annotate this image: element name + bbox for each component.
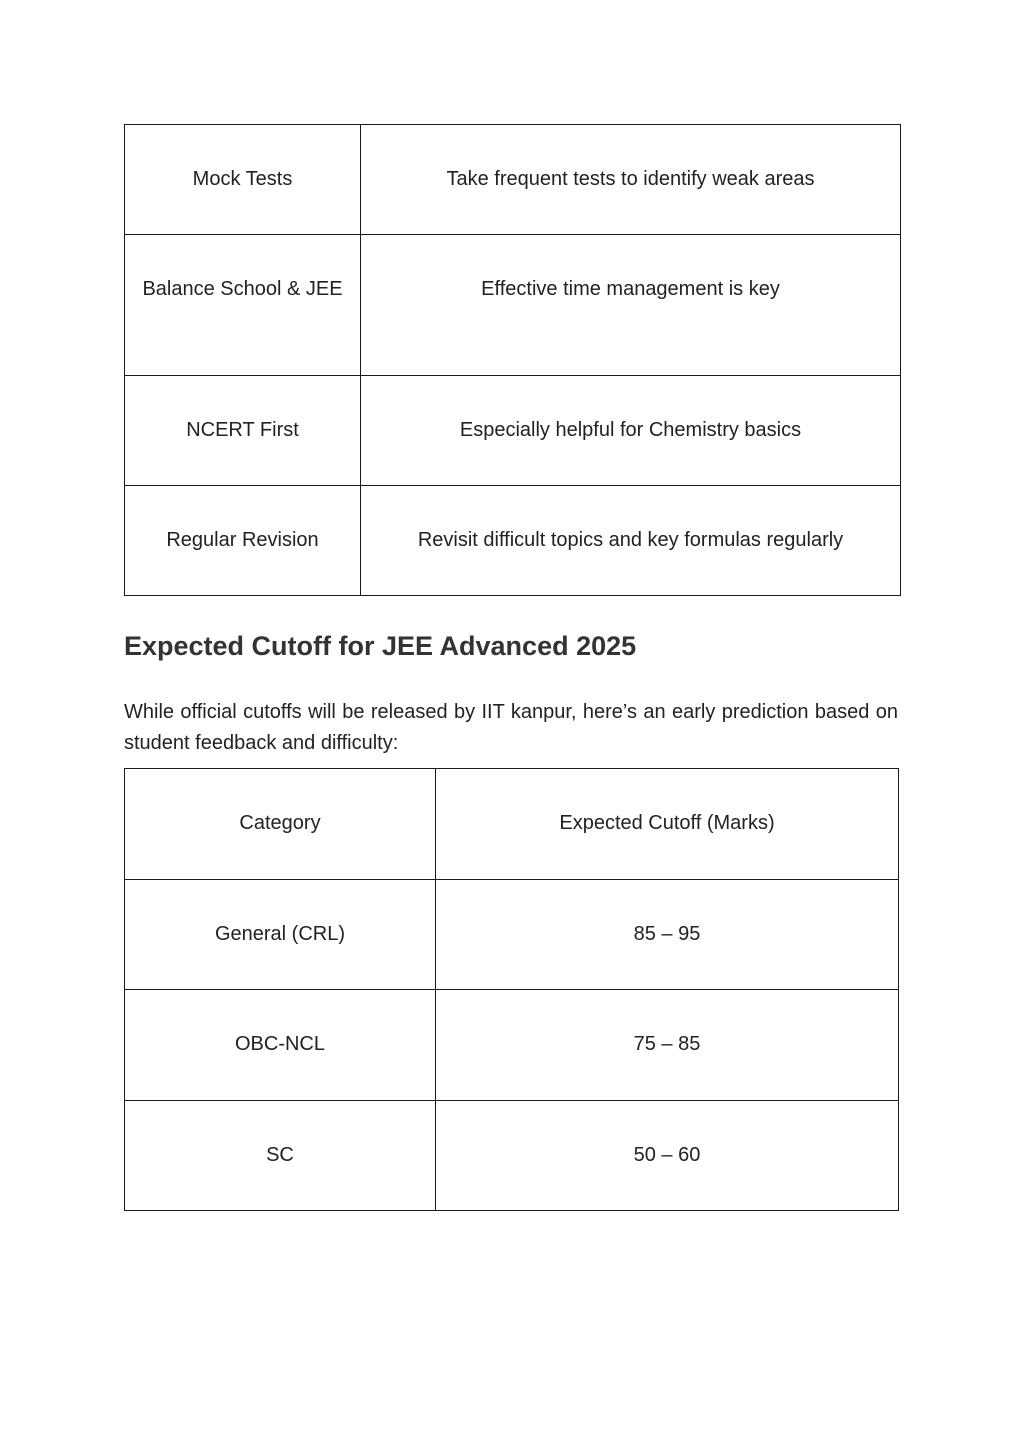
- tip-strategy-cell: NCERT First: [125, 376, 361, 486]
- tip-description-cell: Effective time management is key: [361, 235, 901, 376]
- column-header-cutoff: Expected Cutoff (Marks): [436, 769, 899, 880]
- cutoff-cell: 50 – 60: [436, 1100, 899, 1211]
- cutoff-cell: 75 – 85: [436, 990, 899, 1101]
- table-row: [125, 376, 901, 486]
- category-cell: OBC-NCL: [125, 990, 436, 1101]
- category-cell: SC: [125, 1100, 436, 1211]
- table-row: [125, 990, 899, 1101]
- intro-paragraph: While official cutoffs will be released by IIT kanpur, here’s an early prediction based on student feedback and difficulty:: [124, 701, 898, 754]
- preparation-tips-table: [124, 124, 901, 596]
- table-row: [125, 125, 901, 235]
- cutoff-table: [124, 768, 899, 1211]
- tip-strategy-cell: Mock Tests: [125, 125, 361, 235]
- tip-description-cell: Take frequent tests to identify weak areas: [361, 125, 901, 235]
- table-row: [125, 235, 901, 376]
- table-header-row: [125, 769, 899, 880]
- category-cell: General (CRL): [125, 879, 436, 990]
- column-header-category: Category: [125, 769, 436, 880]
- tip-description-cell: Especially helpful for Chemistry basics: [361, 376, 901, 486]
- tip-strategy-cell: Balance School & JEE: [125, 235, 361, 376]
- cutoff-cell: 85 – 95: [436, 879, 899, 990]
- tip-strategy-cell: Regular Revision: [125, 486, 361, 596]
- tip-description-cell: Revisit difficult topics and key formulas regularly: [361, 486, 901, 596]
- table-row: [125, 879, 899, 990]
- section-heading: Expected Cutoff for JEE Advanced 2025: [124, 631, 637, 661]
- table-row: [125, 486, 901, 596]
- table-row: [125, 1100, 899, 1211]
